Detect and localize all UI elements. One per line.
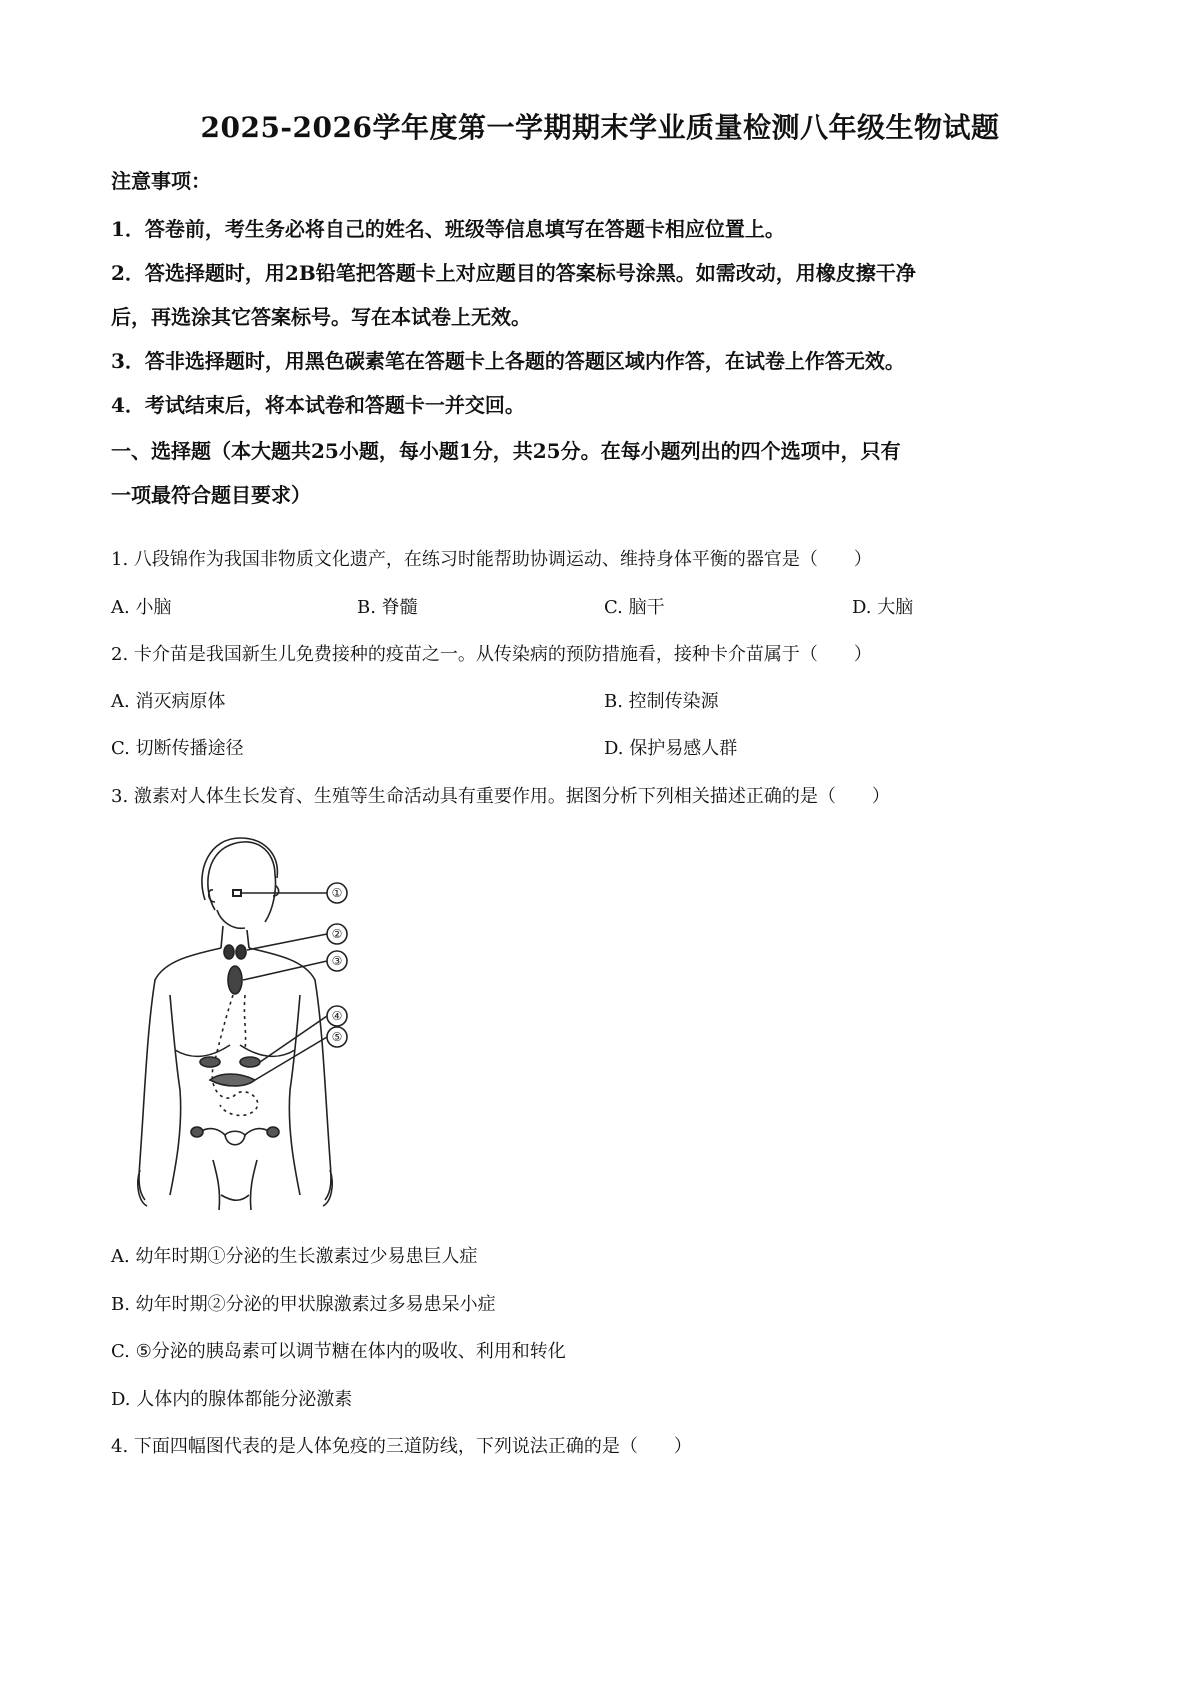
question-1-option-a[interactable]: A. 小脑: [111, 597, 172, 618]
question-3-stem: 3. 激素对人体生长发育、生殖等生命活动具有重要作用。据图分析下列相关描述正确的是（ ）: [111, 786, 890, 807]
section-heading-line-2: 一项最符合题目要求）: [111, 483, 311, 507]
notice-item: 3．答非选择题时，用黑色碳素笔在答题卡上各题的答题区域内作答，在试卷上作答无效。: [111, 349, 905, 373]
question-1-option-d[interactable]: D. 大脑: [852, 597, 914, 618]
question-3-option-b[interactable]: B. 幼年时期②分泌的甲状腺激素过多易患呆小症: [111, 1294, 496, 1315]
question-2-option-a[interactable]: A. 消灭病原体: [111, 691, 226, 712]
question-2-option-d[interactable]: D. 保护易感人群: [604, 738, 738, 759]
question-2-option-b[interactable]: B. 控制传染源: [604, 691, 719, 712]
question-1-option-b[interactable]: B. 脊髓: [357, 597, 418, 618]
exam-title: 2025-2026学年度第一学期期末学业质量检测八年级生物试题: [200, 111, 1000, 144]
figure-label-2: ②: [331, 927, 343, 941]
notice-item: 后，再选涂其它答案标号。写在本试卷上无效。: [111, 305, 531, 329]
figure-label-4: ④: [331, 1009, 343, 1023]
question-3-option-a[interactable]: A. 幼年时期①分泌的生长激素过少易患巨人症: [111, 1246, 478, 1267]
question-1-option-c[interactable]: C. 脑干: [604, 597, 665, 618]
endocrine-glands-figure: [125, 830, 385, 1220]
figure-label-1: ①: [331, 886, 343, 900]
notice-heading: 注意事项：: [111, 169, 211, 193]
notice-item: 1．答卷前，考生务必将自己的姓名、班级等信息填写在答题卡相应位置上。: [111, 217, 785, 241]
question-2-option-c[interactable]: C. 切断传播途径: [111, 738, 244, 759]
question-3-option-c[interactable]: C. ⑤分泌的胰岛素可以调节糖在体内的吸收、利用和转化: [111, 1341, 566, 1362]
notice-item: 2．答选择题时，用2B铅笔把答题卡上对应题目的答案标号涂黑。如需改动，用橡皮擦干净: [111, 261, 916, 285]
notice-item: 4．考试结束后，将本试卷和答题卡一并交回。: [111, 393, 525, 417]
question-4-stem: 4. 下面四幅图代表的是人体免疫的三道防线，下列说法正确的是（ ）: [111, 1436, 692, 1457]
question-3-option-d[interactable]: D. 人体内的腺体都能分泌激素: [111, 1389, 353, 1410]
figure-label-5: ⑤: [331, 1030, 343, 1044]
question-1-stem: 1. 八段锦作为我国非物质文化遗产，在练习时能帮助协调运动、维持身体平衡的器官是（ ）: [111, 549, 872, 570]
question-2-stem: 2. 卡介苗是我国新生儿免费接种的疫苗之一。从传染病的预防措施看，接种卡介苗属于（ ）: [111, 644, 872, 665]
section-heading-line-1: 一、选择题（本大题共25小题，每小题1分，共25分。在每小题列出的四个选项中，只有: [111, 439, 901, 463]
figure-label-3: ③: [331, 954, 343, 968]
